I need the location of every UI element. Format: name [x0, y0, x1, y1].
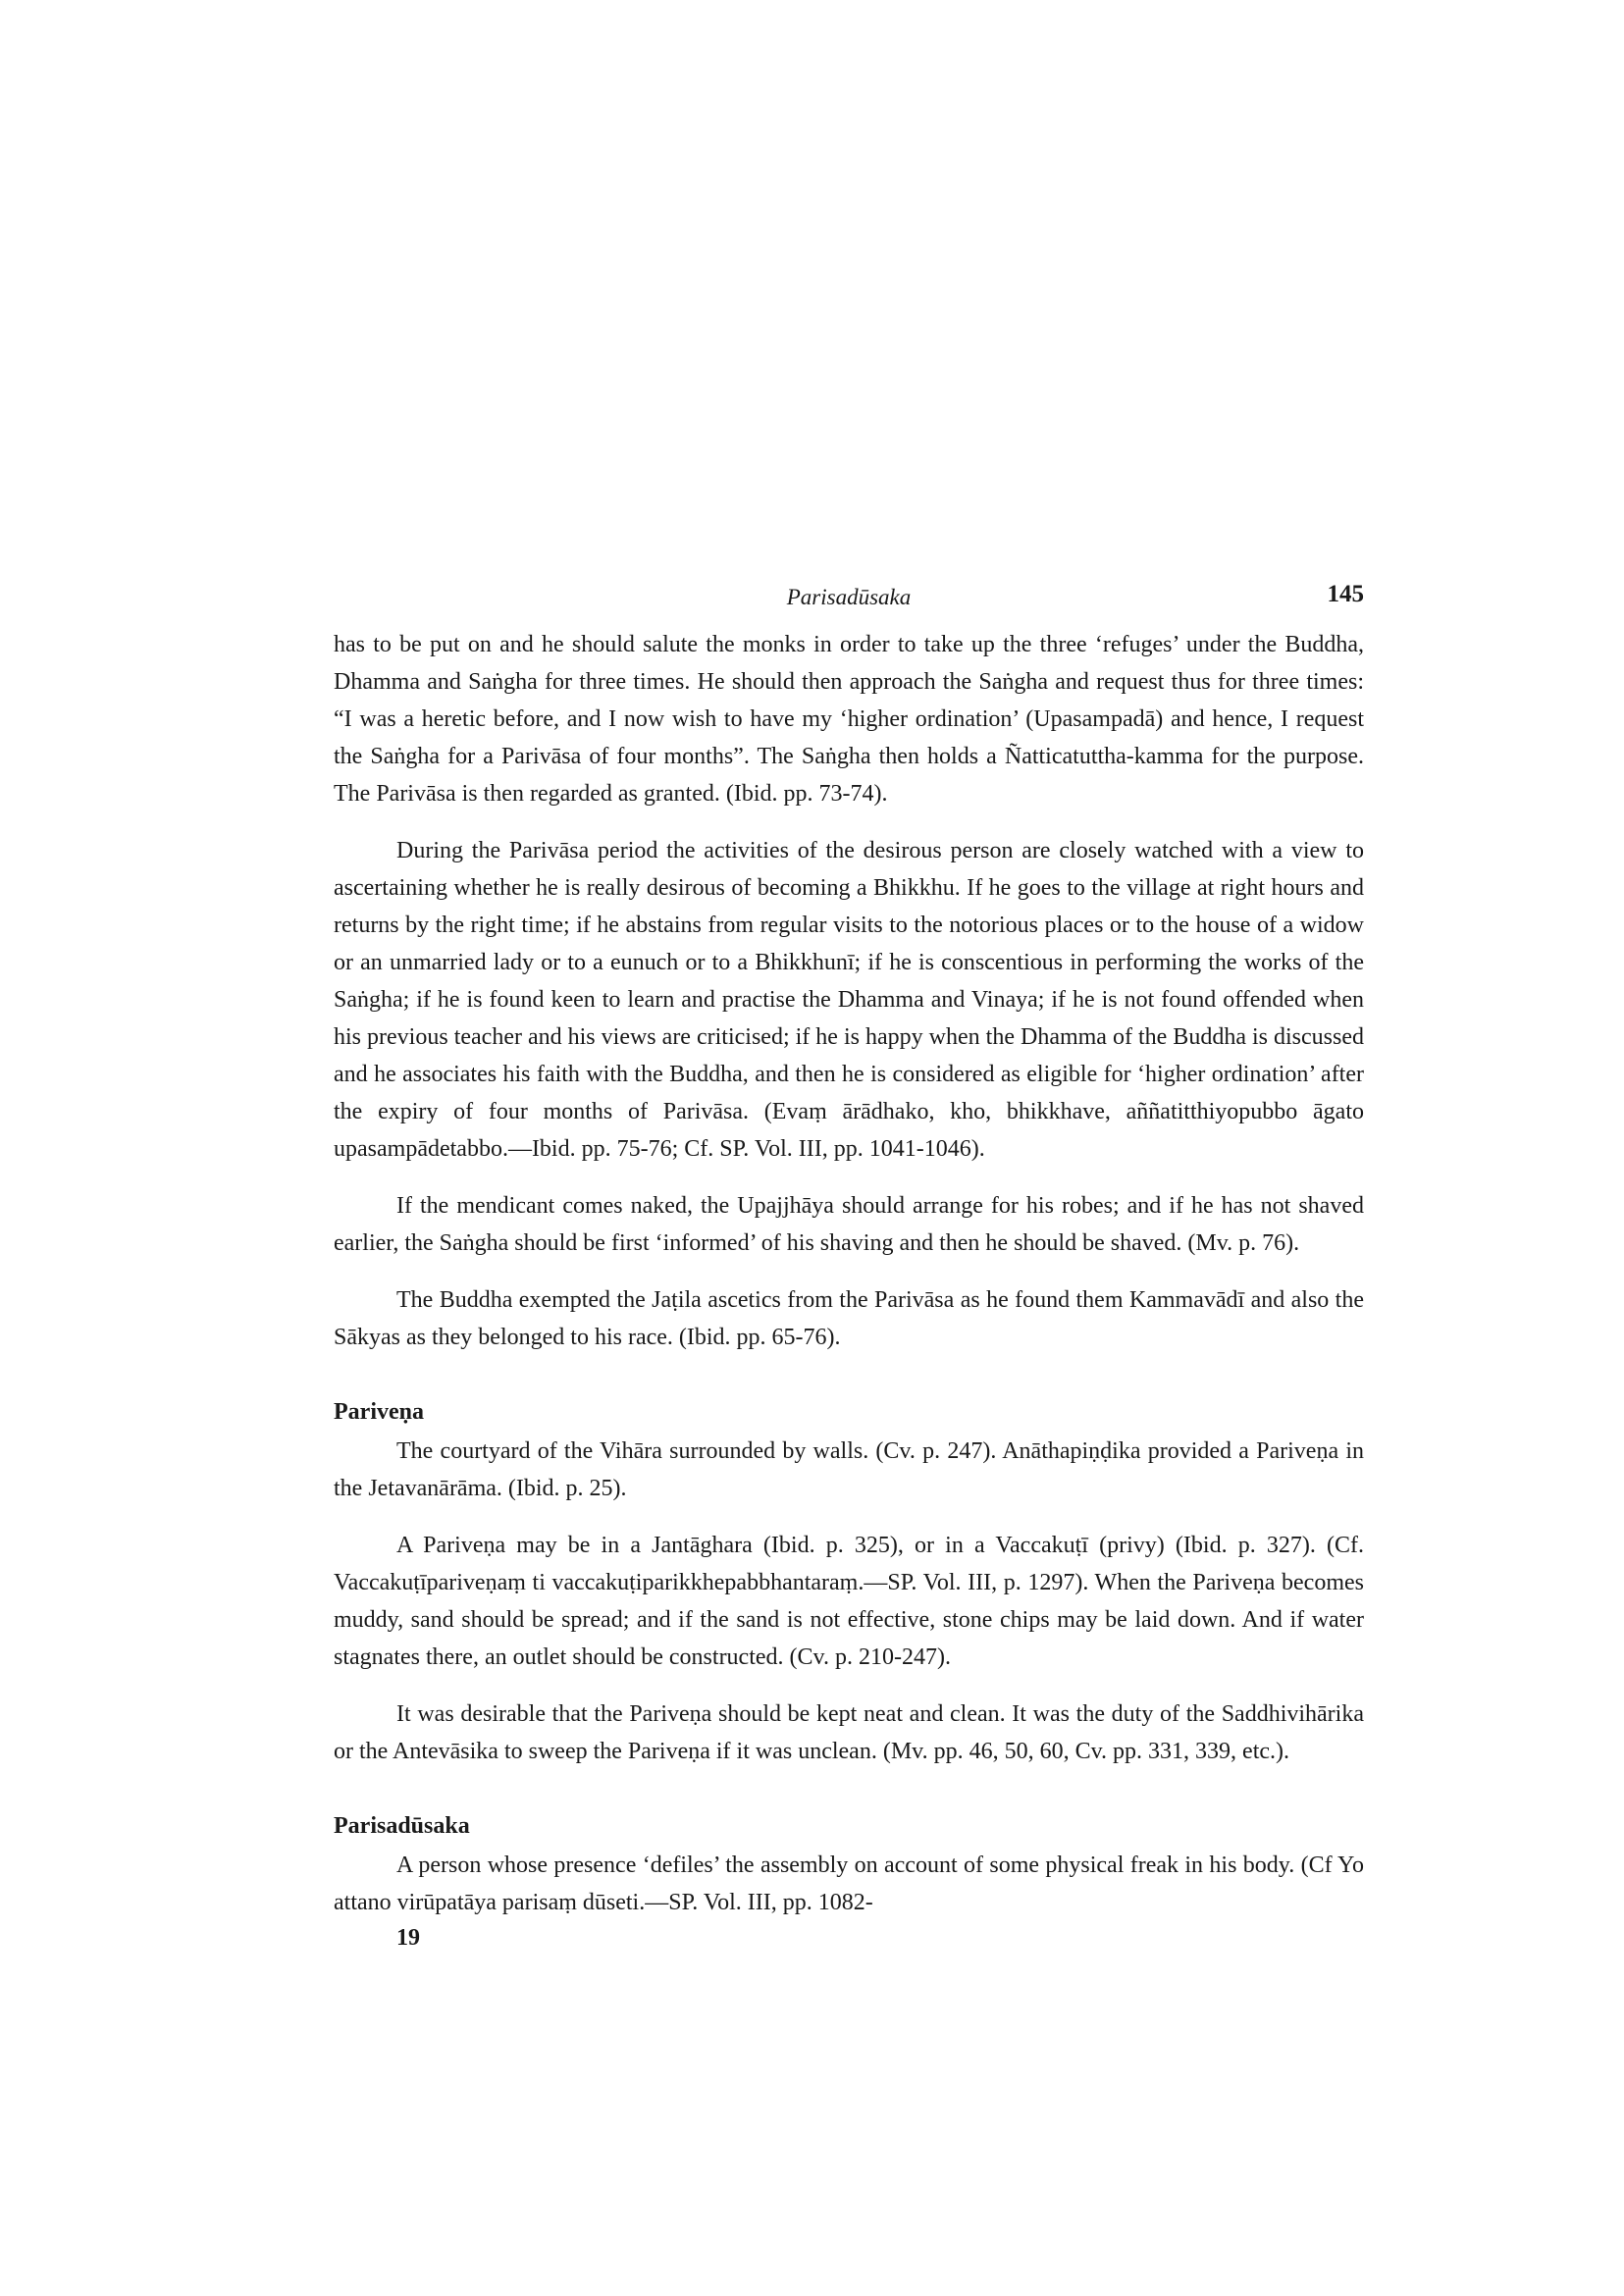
- body-paragraph: A Pariveṇa may be in a Jantāghara (Ibid. p. 325), or in a Vaccakuṭī (privy) (Ibid. p. 327). (Cf. Vaccakuṭīpariveṇaṃ ti vaccakuṭiparikkhepabbhantaraṃ.—SP. Vol. III, p. 1297). When the Pariveṇa becomes muddy, sand should be spread; and if the sand is not effective, stone chips may be laid down. And if water stagnates there, an outlet should be constructed. (Cv. p. 210-247).: [334, 1533, 1364, 1670]
- running-head: [334, 581, 1364, 610]
- body-paragraph: has to be put on and he should salute the monks in order to take up the three ‘refuges’ under the Buddha, Dhamma and Saṅgha for three times. He should then approach the Saṅgha and request thus for three times: “I was a heretic before, and I now wish to have my ‘higher ordination’ (Upasampadā) and hence, I request the Saṅgha for a Parivāsa of four months”. The Saṅgha then holds a Ñatticatuttha-kamma for the purpose. The Parivāsa is then regarded as granted. (Ibid. pp. 73-74).: [334, 632, 1364, 807]
- section-heading-parisadusaka: Parisadūsaka: [334, 1813, 470, 1839]
- signature-mark: 19: [396, 1925, 420, 1951]
- section-heading-pariveṇa: Pariveṇa: [334, 1399, 424, 1425]
- running-title: Parisadūsaka: [786, 585, 912, 609]
- body-paragraph: A person whose presence ‘defiles’ the assembly on account of some physical freak in his body. (Cf Yo attano virūpatāya parisaṃ dūseti.—SP. Vol. III, pp. 1082-: [334, 1852, 1364, 1915]
- body-paragraph: If the mendicant comes naked, the Upajjhāya should arrange for his robes; and if he has not shaved earlier, the Saṅgha should be first ‘informed’ of his shaving and then he should be shaved. (Mv. p. 76).: [334, 1193, 1364, 1256]
- body-paragraph: During the Parivāsa period the activities of the desirous person are closely watched with a view to ascertaining whether he is really desirous of becoming a Bhikkhu. If he goes to the village at right hours and returns by the right time; if he abstains from regular visits to the notorious places or to the house of a widow or an unmarried lady or to a eunuch or to a Bhikkhunī; if he is conscentious in performing the works of the Saṅgha; if he is found keen to learn and practise the Dhamma and Vinaya; if he is not found offended when his previous teacher and his views are criticised; if he is happy when the Dhamma of the Buddha is discussed and he associates his faith with the Buddha, and then he is considered as eligible for ‘higher ordination’ after the expiry of four months of Parivāsa. (Evaṃ ārādhako, kho, bhikkhave, aññatitthiyopubbo āgato upasampādetabbo.—Ibid. pp. 75-76; Cf. SP. Vol. III, pp. 1041-1046).: [334, 838, 1364, 1162]
- body-paragraph: It was desirable that the Pariveṇa should be kept neat and clean. It was the duty of the Saddhivihārika or the Antevāsika to sweep the Pariveṇa if it was unclean. (Mv. pp. 46, 50, 60, Cv. pp. 331, 339, etc.).: [334, 1701, 1364, 1764]
- body-paragraph: The courtyard of the Vihāra surrounded by walls. (Cv. p. 247). Anāthapiṇḍika provided a Pariveṇa in the Jetavanārāma. (Ibid. p. 25).: [334, 1438, 1364, 1501]
- page-number: 145: [1327, 581, 1364, 607]
- document-page: [334, 581, 1364, 1955]
- body-paragraph: The Buddha exempted the Jaṭila ascetics from the Parivāsa as he found them Kammavādī and also the Sākyas as they belonged to his race. (Ibid. pp. 65-76).: [334, 1287, 1364, 1350]
